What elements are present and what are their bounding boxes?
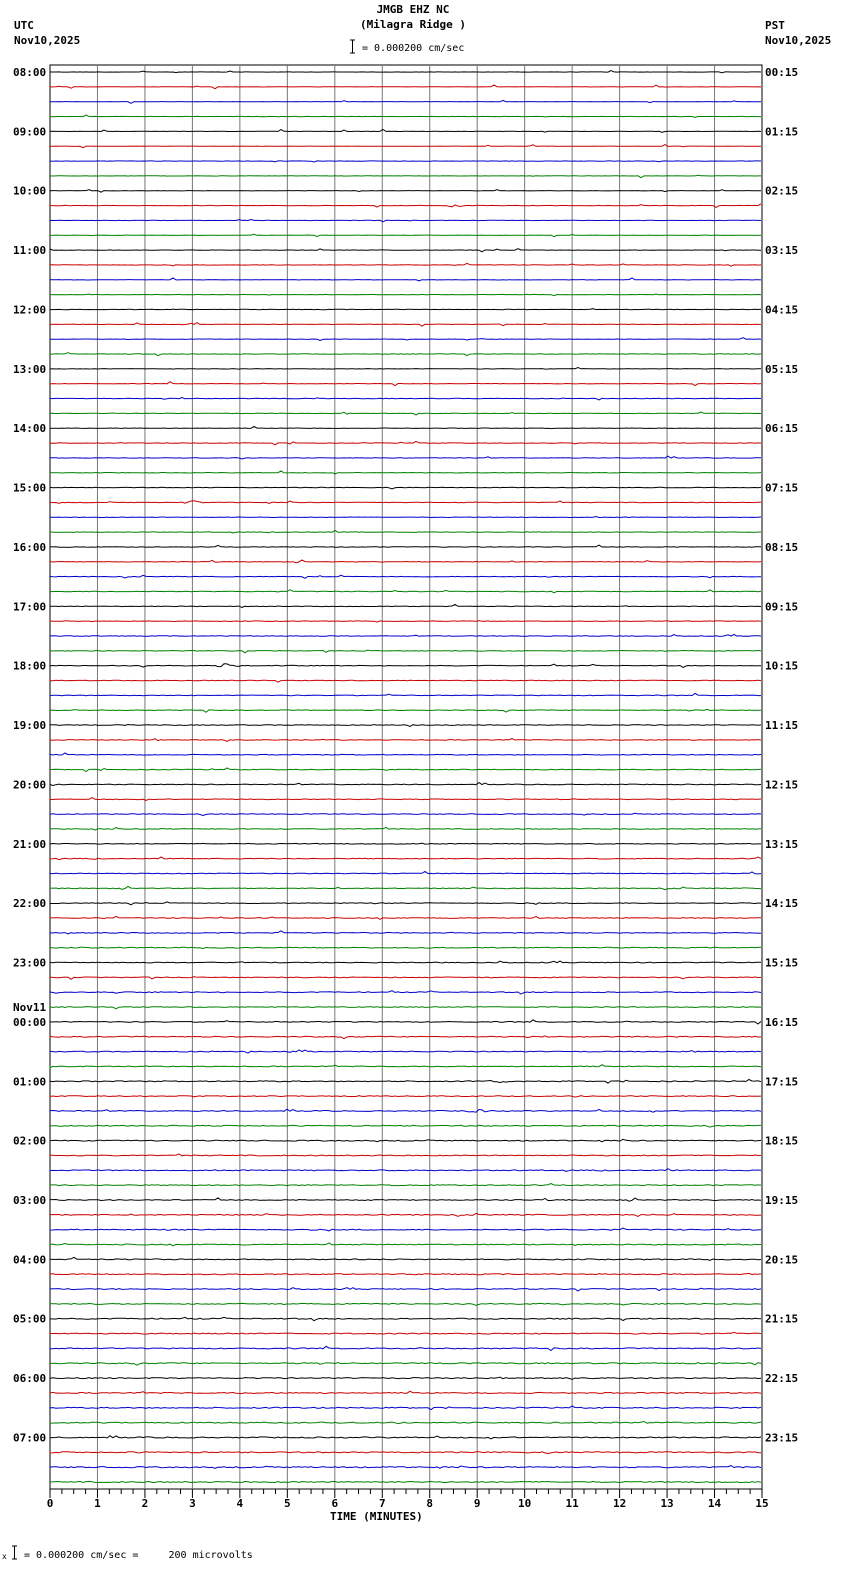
trace-19 bbox=[50, 353, 761, 356]
footer-scale-icon bbox=[11, 1545, 18, 1560]
trace-24 bbox=[50, 426, 761, 428]
x-tick-label: 0 bbox=[46, 1497, 54, 1510]
x-tick-label: 11 bbox=[565, 1497, 579, 1510]
left-timezone: UTC bbox=[14, 19, 34, 32]
trace-45 bbox=[50, 739, 761, 742]
x-tick-label: 9 bbox=[473, 1497, 481, 1510]
x-tick-label: 8 bbox=[426, 1497, 434, 1510]
trace-54 bbox=[50, 872, 761, 874]
trace-17 bbox=[50, 323, 761, 327]
trace-30 bbox=[50, 517, 761, 518]
trace-83 bbox=[50, 1303, 761, 1305]
right-time-label: 03:15 bbox=[765, 244, 799, 258]
trace-78 bbox=[50, 1228, 761, 1231]
left-time-label: 00:00 bbox=[13, 1015, 47, 1029]
trace-55 bbox=[50, 886, 761, 889]
trace-87 bbox=[50, 1363, 761, 1366]
right-time-label: 15:15 bbox=[765, 956, 799, 970]
left-time-label: 11:00 bbox=[13, 244, 47, 258]
right-timezone: PST bbox=[765, 19, 785, 32]
right-time-label: 02:15 bbox=[765, 184, 799, 198]
trace-20 bbox=[50, 368, 761, 370]
right-time-label: 10:15 bbox=[765, 659, 799, 673]
trace-61 bbox=[50, 977, 761, 980]
right-time-label: 21:15 bbox=[765, 1312, 799, 1326]
x-tick-label: 4 bbox=[236, 1497, 244, 1510]
trace-36 bbox=[50, 604, 761, 607]
left-time-label: 07:00 bbox=[13, 1431, 47, 1445]
trace-16 bbox=[50, 309, 761, 310]
trace-73 bbox=[50, 1154, 761, 1156]
left-time-label: 19:00 bbox=[13, 719, 47, 733]
left-time-label: 13:00 bbox=[13, 362, 47, 376]
right-time-label: 13:15 bbox=[765, 837, 799, 851]
x-axis-label: TIME (MINUTES) bbox=[330, 1510, 423, 1523]
right-time-label: 05:15 bbox=[765, 362, 799, 376]
trace-92 bbox=[50, 1436, 761, 1439]
left-time-label: 20:00 bbox=[13, 778, 47, 792]
trace-42 bbox=[50, 693, 761, 695]
trace-39 bbox=[50, 650, 761, 653]
trace-6 bbox=[50, 161, 761, 162]
trace-69 bbox=[50, 1096, 761, 1097]
left-time-label: 01:00 bbox=[13, 1075, 47, 1089]
trace-11 bbox=[50, 234, 761, 236]
trace-0 bbox=[50, 71, 761, 73]
plot-frame bbox=[50, 65, 762, 1489]
right-date: Nov10,2025 bbox=[765, 34, 832, 47]
left-time-label: 16:00 bbox=[13, 540, 47, 554]
right-time-label: 22:15 bbox=[765, 1372, 799, 1386]
right-time-label: 23:15 bbox=[765, 1431, 799, 1445]
scale-label: = 0.000200 cm/sec bbox=[362, 43, 465, 54]
trace-77 bbox=[50, 1213, 761, 1216]
trace-3 bbox=[50, 115, 761, 117]
trace-41 bbox=[50, 680, 761, 682]
trace-18 bbox=[50, 338, 761, 341]
right-time-label: 01:15 bbox=[765, 125, 799, 139]
left-time-label: 14:00 bbox=[13, 422, 47, 436]
right-time-label: 11:15 bbox=[765, 719, 799, 733]
trace-31 bbox=[50, 530, 761, 533]
trace-44 bbox=[50, 725, 761, 727]
left-time-label: 15:00 bbox=[13, 481, 47, 495]
trace-81 bbox=[50, 1273, 761, 1274]
x-tick-label: 13 bbox=[660, 1497, 674, 1510]
right-time-label: 14:15 bbox=[765, 897, 799, 911]
trace-66 bbox=[50, 1050, 761, 1053]
trace-21 bbox=[50, 382, 761, 386]
trace-80 bbox=[50, 1257, 761, 1260]
trace-43 bbox=[50, 709, 761, 712]
x-tick-label: 3 bbox=[189, 1497, 196, 1510]
right-time-label: 04:15 bbox=[765, 303, 799, 317]
trace-93 bbox=[50, 1452, 761, 1454]
trace-46 bbox=[50, 753, 761, 755]
trace-89 bbox=[50, 1391, 761, 1393]
right-time-label: 00:15 bbox=[765, 66, 799, 79]
trace-86 bbox=[50, 1346, 761, 1350]
right-time-label: 07:15 bbox=[765, 481, 799, 495]
x-tick-label: 5 bbox=[284, 1497, 291, 1510]
trace-76 bbox=[50, 1198, 761, 1201]
trace-38 bbox=[50, 635, 761, 637]
trace-53 bbox=[50, 857, 761, 860]
x-tick-label: 15 bbox=[755, 1497, 769, 1510]
right-time-label: 20:15 bbox=[765, 1253, 799, 1267]
right-time-label: 16:15 bbox=[765, 1015, 799, 1029]
trace-56 bbox=[50, 902, 761, 905]
trace-27 bbox=[50, 471, 761, 474]
left-time-label: 10:00 bbox=[13, 184, 47, 198]
trace-35 bbox=[50, 590, 761, 593]
trace-90 bbox=[50, 1406, 761, 1410]
trace-37 bbox=[50, 621, 761, 623]
left-time-label: 05:00 bbox=[13, 1312, 47, 1326]
trace-40 bbox=[50, 664, 761, 668]
trace-8 bbox=[50, 190, 761, 193]
trace-1 bbox=[50, 85, 761, 89]
x-tick-label: 10 bbox=[518, 1497, 532, 1510]
trace-50 bbox=[50, 813, 761, 815]
trace-25 bbox=[50, 441, 761, 445]
trace-29 bbox=[50, 501, 761, 504]
trace-52 bbox=[50, 843, 761, 844]
trace-70 bbox=[50, 1109, 761, 1112]
left-time-label: 17:00 bbox=[13, 600, 47, 614]
site-name: (Milagra Ridge ) bbox=[360, 18, 466, 31]
x-tick-label: 2 bbox=[141, 1497, 149, 1510]
right-time-label: 12:15 bbox=[765, 778, 799, 792]
trace-10 bbox=[50, 220, 761, 222]
trace-65 bbox=[50, 1036, 761, 1039]
left-time-label: 09:00 bbox=[13, 125, 47, 139]
trace-47 bbox=[50, 768, 761, 772]
trace-72 bbox=[50, 1139, 761, 1141]
trace-4 bbox=[50, 130, 761, 133]
trace-12 bbox=[50, 249, 761, 252]
trace-62 bbox=[50, 991, 761, 994]
trace-22 bbox=[50, 398, 761, 400]
trace-71 bbox=[50, 1125, 761, 1127]
right-time-label: 09:15 bbox=[765, 600, 799, 614]
trace-26 bbox=[50, 456, 761, 459]
trace-28 bbox=[50, 487, 761, 489]
trace-13 bbox=[50, 263, 761, 266]
right-time-label: 18:15 bbox=[765, 1134, 799, 1148]
left-time-label: 21:00 bbox=[13, 837, 47, 851]
left-time-label: 08:00 bbox=[13, 66, 47, 79]
right-time-label: 06:15 bbox=[765, 422, 799, 436]
trace-75 bbox=[50, 1184, 761, 1186]
right-time-label: 08:15 bbox=[765, 540, 799, 554]
trace-58 bbox=[50, 931, 761, 934]
station-title: JMGB EHZ NC bbox=[376, 3, 450, 16]
footer-scale-label: = 0.000200 cm/sec = 200 microvolts bbox=[24, 1550, 253, 1561]
trace-15 bbox=[50, 294, 761, 296]
left-time-label: 03:00 bbox=[13, 1194, 47, 1207]
trace-63 bbox=[50, 1007, 761, 1009]
right-time-label: 19:15 bbox=[765, 1194, 799, 1207]
x-tick-label: 6 bbox=[331, 1497, 339, 1510]
left-date-label: Nov11 bbox=[13, 1000, 47, 1014]
trace-34 bbox=[50, 575, 761, 578]
trace-85 bbox=[50, 1332, 761, 1334]
trace-49 bbox=[50, 798, 761, 801]
trace-48 bbox=[50, 783, 761, 786]
x-tick-label: 7 bbox=[378, 1497, 386, 1510]
left-time-label: 04:00 bbox=[13, 1253, 47, 1267]
trace-84 bbox=[50, 1317, 761, 1320]
trace-23 bbox=[50, 412, 761, 415]
trace-82 bbox=[50, 1288, 761, 1291]
trace-57 bbox=[50, 916, 761, 919]
trace-32 bbox=[50, 545, 761, 547]
left-time-label: 06:00 bbox=[13, 1372, 47, 1386]
trace-94 bbox=[50, 1466, 761, 1469]
trace-9 bbox=[50, 204, 761, 208]
trace-59 bbox=[50, 947, 761, 948]
left-time-label: 22:00 bbox=[13, 897, 47, 911]
footer-prefix: x bbox=[2, 1552, 7, 1561]
trace-7 bbox=[50, 175, 761, 177]
right-time-label: 17:15 bbox=[765, 1075, 799, 1089]
x-tick-label: 1 bbox=[94, 1497, 101, 1510]
left-time-label: 02:00 bbox=[13, 1134, 47, 1148]
trace-68 bbox=[50, 1080, 761, 1084]
x-tick-label: 14 bbox=[707, 1497, 722, 1510]
left-time-label: 18:00 bbox=[13, 659, 47, 673]
left-time-label: 12:00 bbox=[13, 303, 47, 317]
trace-74 bbox=[50, 1169, 761, 1172]
trace-64 bbox=[50, 1020, 761, 1024]
trace-95 bbox=[50, 1481, 761, 1482]
trace-33 bbox=[50, 560, 761, 563]
trace-60 bbox=[50, 961, 761, 963]
trace-91 bbox=[50, 1422, 761, 1424]
trace-14 bbox=[50, 278, 761, 281]
trace-5 bbox=[50, 145, 761, 148]
trace-79 bbox=[50, 1243, 761, 1246]
trace-88 bbox=[50, 1377, 761, 1379]
left-date: Nov10,2025 bbox=[14, 34, 81, 47]
trace-51 bbox=[50, 827, 761, 830]
trace-2 bbox=[50, 100, 761, 103]
left-time-label: 23:00 bbox=[13, 956, 47, 970]
trace-67 bbox=[50, 1065, 761, 1068]
x-tick-label: 12 bbox=[612, 1497, 627, 1510]
